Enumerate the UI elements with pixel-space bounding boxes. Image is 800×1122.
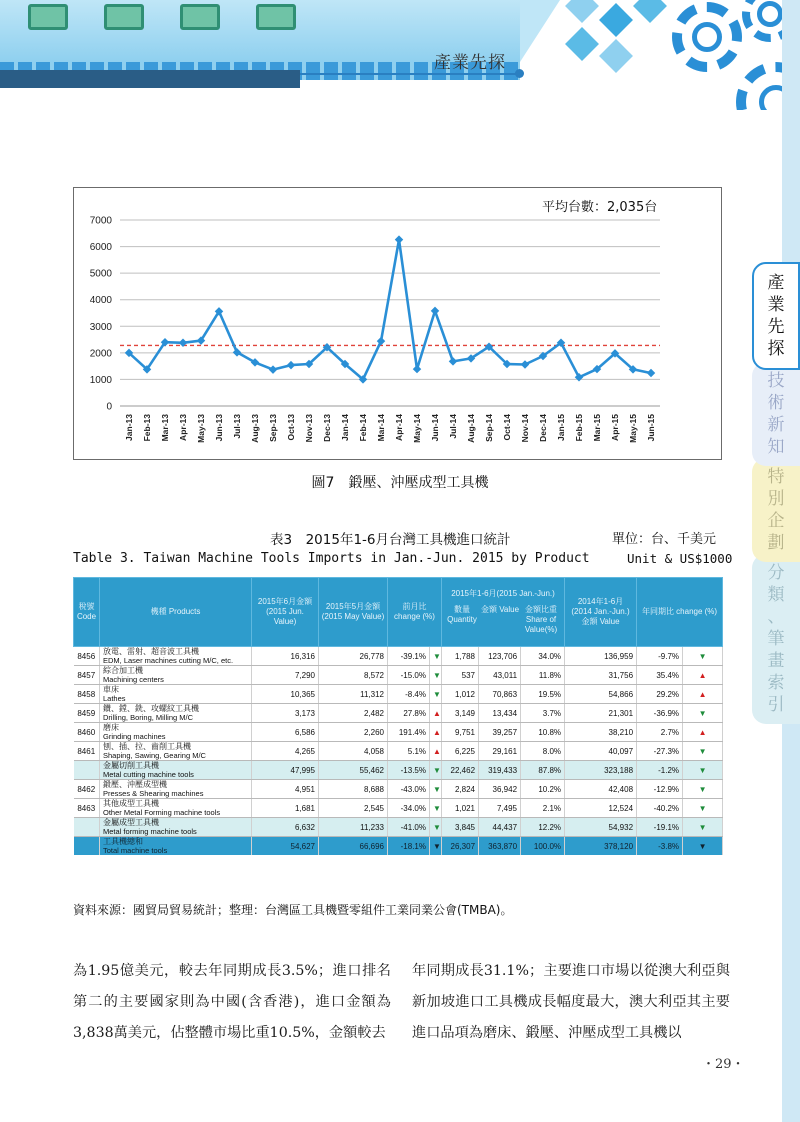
average-annotation: 平均台數：2,035台 — [542, 200, 658, 215]
yoy-arrow-icon: ▼ — [683, 818, 723, 837]
cell-jun-value: 4,951 — [252, 780, 319, 799]
cell-code: 8463 — [74, 799, 100, 818]
x-tick-label: Feb-14 — [358, 414, 368, 442]
tab-special-feature[interactable]: 特 別 企 劃 — [752, 458, 800, 562]
cell-jun-value: 47,995 — [252, 761, 319, 780]
x-tick-label: Mar-13 — [160, 414, 170, 442]
product-name-zh: 車床 — [103, 685, 119, 694]
cell-mom-change: 27.8% — [388, 704, 430, 723]
product-name-zh: 金屬切削工具機 — [103, 761, 159, 770]
cell-mom-change: -39.1% — [388, 647, 430, 666]
yoy-arrow-icon: ▼ — [683, 837, 723, 856]
product-name-zh: 鑽、鏜、銑、攻螺紋工具機 — [103, 704, 199, 713]
mom-arrow-icon: ▼ — [430, 685, 442, 704]
cell-jun-value: 6,632 — [252, 818, 319, 837]
cell-code: 8457 — [74, 666, 100, 685]
x-tick-label: Aug-13 — [250, 414, 260, 443]
x-tick-label: Jul-14 — [448, 414, 458, 439]
cell-2014-value: 40,097 — [565, 742, 637, 761]
cell-product — [100, 799, 252, 818]
diamond-icon — [599, 3, 633, 37]
cell-share: 2.1% — [521, 799, 565, 818]
product-name-zh: 綜合加工機 — [103, 666, 143, 675]
cell-share: 3.7% — [521, 704, 565, 723]
table-row — [74, 780, 723, 799]
cell-share: 19.5% — [521, 685, 565, 704]
cell-quantity: 3,845 — [442, 818, 479, 837]
product-name-zh: 其他成型工具機 — [103, 799, 159, 808]
yoy-arrow-icon: ▲ — [683, 723, 723, 742]
cell-value: 363,870 — [479, 837, 521, 856]
cell-product — [100, 818, 252, 837]
cell-may-value: 55,462 — [319, 761, 388, 780]
cell-may-value: 2,545 — [319, 799, 388, 818]
line-chart — [73, 187, 722, 460]
cell-may-value: 8,688 — [319, 780, 388, 799]
mom-arrow-icon: ▼ — [430, 780, 442, 799]
mom-arrow-icon: ▼ — [430, 666, 442, 685]
cell-jun-value: 7,290 — [252, 666, 319, 685]
cell-mom-change: 191.4% — [388, 723, 430, 742]
cell-may-value: 8,572 — [319, 666, 388, 685]
x-tick-label: Feb-13 — [142, 414, 152, 442]
x-tick-label: Jan-14 — [340, 414, 350, 441]
product-name-zh: 放電、雷射、超音波工具機 — [103, 647, 199, 656]
cell-value: 123,706 — [479, 647, 521, 666]
header-quantity: 數量 Quantity — [447, 605, 477, 624]
x-tick-label: Sep-13 — [268, 414, 278, 442]
cell-may-value: 2,260 — [319, 723, 388, 742]
cell-jun-value: 10,365 — [252, 685, 319, 704]
diamond-icon — [565, 27, 599, 61]
cell-code: 8461 — [74, 742, 100, 761]
cell-share: 8.0% — [521, 742, 565, 761]
cell-share: 100.0% — [521, 837, 565, 856]
header-share: 金額比重 Share of Value(%) — [524, 605, 558, 634]
table-row — [74, 685, 723, 704]
table-row — [74, 742, 723, 761]
cell-2014-value: 31,756 — [565, 666, 637, 685]
cell-may-value: 26,778 — [319, 647, 388, 666]
cell-product — [100, 647, 252, 666]
cell-mom-change: -18.1% — [388, 837, 430, 856]
cell-mom-change: -41.0% — [388, 818, 430, 837]
header-triangle — [520, 0, 560, 62]
cell-product — [100, 761, 252, 780]
product-name-en: Total machine tools — [103, 846, 168, 855]
table-row — [74, 704, 723, 723]
chart-canvas — [74, 188, 723, 461]
product-name-en: Drilling, Boring, Milling M/C — [103, 713, 194, 722]
yoy-arrow-icon: ▼ — [683, 799, 723, 818]
x-tick-label: Dec-14 — [538, 414, 548, 442]
x-tick-label: Apr-14 — [394, 414, 404, 441]
cell-may-value: 4,058 — [319, 742, 388, 761]
cell-2014-value: 323,188 — [565, 761, 637, 780]
data-point — [395, 235, 403, 243]
header-value: 金額 Value — [480, 605, 520, 614]
cell-quantity: 3,149 — [442, 704, 479, 723]
header-title-line — [300, 73, 520, 75]
cell-jun-value: 6,586 — [252, 723, 319, 742]
header-mom-change: 前月比 change (%) — [388, 578, 442, 647]
x-tick-label: Oct-14 — [502, 414, 512, 441]
cell-2014-value: 136,959 — [565, 647, 637, 666]
cell-share: 10.2% — [521, 780, 565, 799]
cell-quantity: 22,462 — [442, 761, 479, 780]
table-title-zh: 表3 2015年1-6月台灣工具機進口統計 — [270, 532, 511, 548]
header-dot-icon — [515, 69, 524, 78]
mom-arrow-icon: ▼ — [430, 837, 442, 856]
x-tick-label: Nov-14 — [520, 414, 530, 443]
data-point — [431, 307, 439, 315]
mom-arrow-icon: ▼ — [430, 818, 442, 837]
table-unit-zh: 單位：台、千美元 — [612, 532, 717, 547]
chip-icon — [28, 4, 68, 30]
cell-code — [74, 837, 100, 856]
cell-mom-change: -43.0% — [388, 780, 430, 799]
table-unit-en: Unit & US$1000 — [627, 551, 733, 566]
cell-share: 10.8% — [521, 723, 565, 742]
header-h1-2015: 2015年1-6月(2015 Jan.-Jun.) 數量 Quantity 金額 Value 金額比重 Share of Value(%) — [442, 578, 565, 647]
cell-may-value: 66,696 — [319, 837, 388, 856]
cell-quantity: 1,012 — [442, 685, 479, 704]
cell-quantity: 537 — [442, 666, 479, 685]
cell-code: 8458 — [74, 685, 100, 704]
cell-code — [74, 818, 100, 837]
diamond-icon — [599, 39, 633, 73]
x-tick-label: Feb-15 — [574, 414, 584, 442]
cell-mom-change: -8.4% — [388, 685, 430, 704]
cell-jun-value: 54,627 — [252, 837, 319, 856]
table-row — [74, 666, 723, 685]
product-name-zh: 鍛壓、沖壓成型機 — [103, 780, 167, 789]
cell-2014-value: 21,301 — [565, 704, 637, 723]
cell-value: 43,011 — [479, 666, 521, 685]
cell-share: 11.8% — [521, 666, 565, 685]
cell-yoy-change: 2.7% — [637, 723, 683, 742]
body-column-right: 年同期成長31.1%；主要進口市場以從澳大利亞與新加坡進口工具機成長幅度最大，澳大利亞其主要進口品項為磨床、鍛壓、沖壓成型工具機以 — [412, 963, 730, 1041]
yoy-arrow-icon: ▼ — [683, 761, 723, 780]
cell-code: 8460 — [74, 723, 100, 742]
cell-share: 87.8% — [521, 761, 565, 780]
table-row — [74, 799, 723, 818]
product-name-en: Metal cutting machine tools — [103, 770, 194, 779]
product-name-en: Presses & Shearing machines — [103, 789, 204, 798]
cell-quantity: 2,824 — [442, 780, 479, 799]
series-line — [129, 240, 651, 380]
cell-2014-value: 42,408 — [565, 780, 637, 799]
side-tabs — [752, 262, 800, 716]
x-tick-label: May-14 — [412, 414, 422, 443]
cell-value: 70,863 — [479, 685, 521, 704]
cell-code: 8459 — [74, 704, 100, 723]
header-may-value: 2015年5月金額 (2015 May Value) — [319, 578, 388, 647]
tab-index[interactable]: 分 類 、 筆 畫 索 引 — [752, 554, 800, 724]
x-tick-label: Apr-13 — [178, 414, 188, 441]
cell-quantity: 1,021 — [442, 799, 479, 818]
cell-product — [100, 666, 252, 685]
cell-product — [100, 723, 252, 742]
cell-yoy-change: -9.7% — [637, 647, 683, 666]
table-title-en: Table 3. Taiwan Machine Tools Imports in Jan.-Jun. 2015 by Product — [73, 551, 590, 566]
product-name-en: Shaping, Sawing, Gearing M/C — [103, 751, 206, 760]
mom-arrow-icon: ▼ — [430, 647, 442, 666]
x-tick-label: Jan-15 — [556, 414, 566, 441]
x-tick-label: Sep-14 — [484, 414, 494, 442]
cell-code: 8456 — [74, 647, 100, 666]
x-tick-label: Jun-14 — [430, 414, 440, 442]
x-tick-label: Oct-13 — [286, 414, 296, 441]
table-row — [74, 647, 723, 666]
mom-arrow-icon: ▲ — [430, 723, 442, 742]
header-chips — [0, 0, 328, 40]
product-name-zh: 金屬成型工具機 — [103, 818, 159, 827]
diamond-icon — [565, 0, 599, 23]
cell-product — [100, 704, 252, 723]
y-tick-label: 2000 — [89, 348, 112, 360]
cell-yoy-change: -3.8% — [637, 837, 683, 856]
table-row — [74, 723, 723, 742]
x-tick-label: Jun-13 — [214, 414, 224, 442]
data-point — [521, 360, 529, 368]
figure-caption: 圖7 鍛壓、沖壓成型工具機 — [311, 475, 489, 491]
imports-table-container — [73, 577, 722, 895]
y-tick-label: 6000 — [89, 242, 112, 254]
data-point — [269, 365, 277, 373]
x-tick-label: Jul-13 — [232, 414, 242, 439]
table-subtotal-row — [74, 818, 723, 837]
cell-value: 36,942 — [479, 780, 521, 799]
yoy-arrow-icon: ▲ — [683, 666, 723, 685]
x-tick-label: Nov-13 — [304, 414, 314, 443]
cell-share: 34.0% — [521, 647, 565, 666]
cell-value: 44,437 — [479, 818, 521, 837]
data-point — [377, 337, 385, 345]
cell-may-value: 11,312 — [319, 685, 388, 704]
cell-mom-change: 5.1% — [388, 742, 430, 761]
mom-arrow-icon: ▼ — [430, 799, 442, 818]
cell-jun-value: 4,265 — [252, 742, 319, 761]
header-yoy-change: 年同期比 change (%) — [637, 578, 723, 647]
cell-mom-change: -13.5% — [388, 761, 430, 780]
product-name-en: Metal forming machine tools — [103, 827, 197, 836]
x-tick-label: May-15 — [628, 414, 638, 443]
mom-arrow-icon: ▼ — [430, 761, 442, 780]
cell-quantity: 26,307 — [442, 837, 479, 856]
cell-yoy-change: -19.1% — [637, 818, 683, 837]
x-tick-label: Aug-14 — [466, 414, 476, 443]
cell-may-value: 2,482 — [319, 704, 388, 723]
cell-2014-value: 38,210 — [565, 723, 637, 742]
cell-yoy-change: -27.3% — [637, 742, 683, 761]
section-title: 產業先探 — [434, 53, 506, 73]
product-name-en: EDM, Laser machines cutting M/C, etc. — [103, 656, 234, 665]
cell-value: 13,434 — [479, 704, 521, 723]
x-tick-label: Dec-13 — [322, 414, 332, 442]
data-point — [413, 365, 421, 373]
cell-yoy-change: -12.9% — [637, 780, 683, 799]
cell-product — [100, 837, 252, 856]
product-name-zh: 磨床 — [103, 723, 119, 732]
x-tick-label: Jan-13 — [124, 414, 134, 441]
y-tick-label: 0 — [106, 401, 112, 413]
table-total-row — [74, 837, 723, 856]
product-name-en: Other Metal Forming machine tools — [103, 808, 221, 817]
table-subtotal-row — [74, 761, 723, 780]
cell-2014-value: 378,120 — [565, 837, 637, 856]
x-tick-label: Mar-15 — [592, 414, 602, 442]
yoy-arrow-icon: ▲ — [683, 685, 723, 704]
y-tick-label: 1000 — [89, 374, 112, 386]
data-point — [287, 361, 295, 369]
body-column-left: 為1.95億美元，較去年同期成長3.5%；進口排名第二的主要國家則為中國(含香港)，進口金額為3,838萬美元，佔整體市場比重10.5%，金額較去 — [73, 963, 391, 1041]
cell-value: 319,433 — [479, 761, 521, 780]
data-point — [449, 357, 457, 365]
cell-jun-value: 1,681 — [252, 799, 319, 818]
mom-arrow-icon: ▲ — [430, 742, 442, 761]
cell-jun-value: 16,316 — [252, 647, 319, 666]
data-point — [647, 369, 655, 377]
header-h1-2014: 2014年1-6月 (2014 Jan.-Jun.) 金額 Value — [565, 578, 637, 647]
cell-yoy-change: -40.2% — [637, 799, 683, 818]
gear-icon — [672, 2, 742, 72]
header-dark-strip — [0, 70, 300, 88]
yoy-arrow-icon: ▼ — [683, 704, 723, 723]
cell-jun-value: 3,173 — [252, 704, 319, 723]
header-jun-value: 2015年6月金額 (2015 Jun. Value) — [252, 578, 319, 647]
cell-2014-value: 54,866 — [565, 685, 637, 704]
cell-yoy-change: -36.9% — [637, 704, 683, 723]
mom-arrow-icon: ▲ — [430, 704, 442, 723]
cell-may-value: 11,233 — [319, 818, 388, 837]
yoy-arrow-icon: ▼ — [683, 647, 723, 666]
cell-quantity: 1,788 — [442, 647, 479, 666]
x-tick-label: Mar-14 — [376, 414, 386, 442]
y-tick-label: 3000 — [89, 321, 112, 333]
cell-share: 12.2% — [521, 818, 565, 837]
y-tick-label: 5000 — [89, 268, 112, 280]
chip-icon — [180, 4, 220, 30]
product-name-en: Machining centers — [103, 675, 164, 684]
source-note: 資料來源：國貿局貿易統計；整理：台灣區工具機暨零組件工業同業公會(TMBA)。 — [73, 903, 513, 917]
cell-quantity: 9,751 — [442, 723, 479, 742]
chip-icon — [104, 4, 144, 30]
cell-product — [100, 742, 252, 761]
chip-icon — [256, 4, 296, 30]
tab-industry-outlook[interactable]: 產 業 先 探 — [752, 262, 800, 370]
cell-quantity: 6,225 — [442, 742, 479, 761]
product-name-zh: 工具機總和 — [103, 837, 143, 846]
cell-value: 39,257 — [479, 723, 521, 742]
cell-value: 7,495 — [479, 799, 521, 818]
y-tick-label: 4000 — [89, 295, 112, 307]
product-name-en: Grinding machines — [103, 732, 166, 741]
cell-mom-change: -15.0% — [388, 666, 430, 685]
x-tick-label: Jun-15 — [646, 414, 656, 442]
cell-value: 29,161 — [479, 742, 521, 761]
cell-2014-value: 12,524 — [565, 799, 637, 818]
cell-mom-change: -34.0% — [388, 799, 430, 818]
cell-product — [100, 780, 252, 799]
y-tick-label: 7000 — [89, 215, 112, 227]
cell-yoy-change: 29.2% — [637, 685, 683, 704]
cell-code: 8462 — [74, 780, 100, 799]
cell-yoy-change: 35.4% — [637, 666, 683, 685]
product-name-zh: 刨、插、拉、齒削工具機 — [103, 742, 191, 751]
cell-2014-value: 54,932 — [565, 818, 637, 837]
tab-technology[interactable]: 技 術 新 知 — [752, 362, 800, 466]
product-name-en: Lathes — [103, 694, 126, 703]
diamond-icon — [633, 0, 667, 23]
yoy-arrow-icon: ▼ — [683, 780, 723, 799]
cell-yoy-change: -1.2% — [637, 761, 683, 780]
header-code: 稅號 Code — [74, 578, 100, 647]
header-products: 機種 Products — [100, 578, 252, 647]
page-number: ・29・ — [702, 1057, 745, 1072]
imports-table — [73, 577, 723, 855]
x-tick-label: May-13 — [196, 414, 206, 443]
cell-product — [100, 685, 252, 704]
page-header — [0, 0, 800, 110]
yoy-arrow-icon: ▼ — [683, 742, 723, 761]
x-tick-label: Apr-15 — [610, 414, 620, 441]
cell-code — [74, 761, 100, 780]
